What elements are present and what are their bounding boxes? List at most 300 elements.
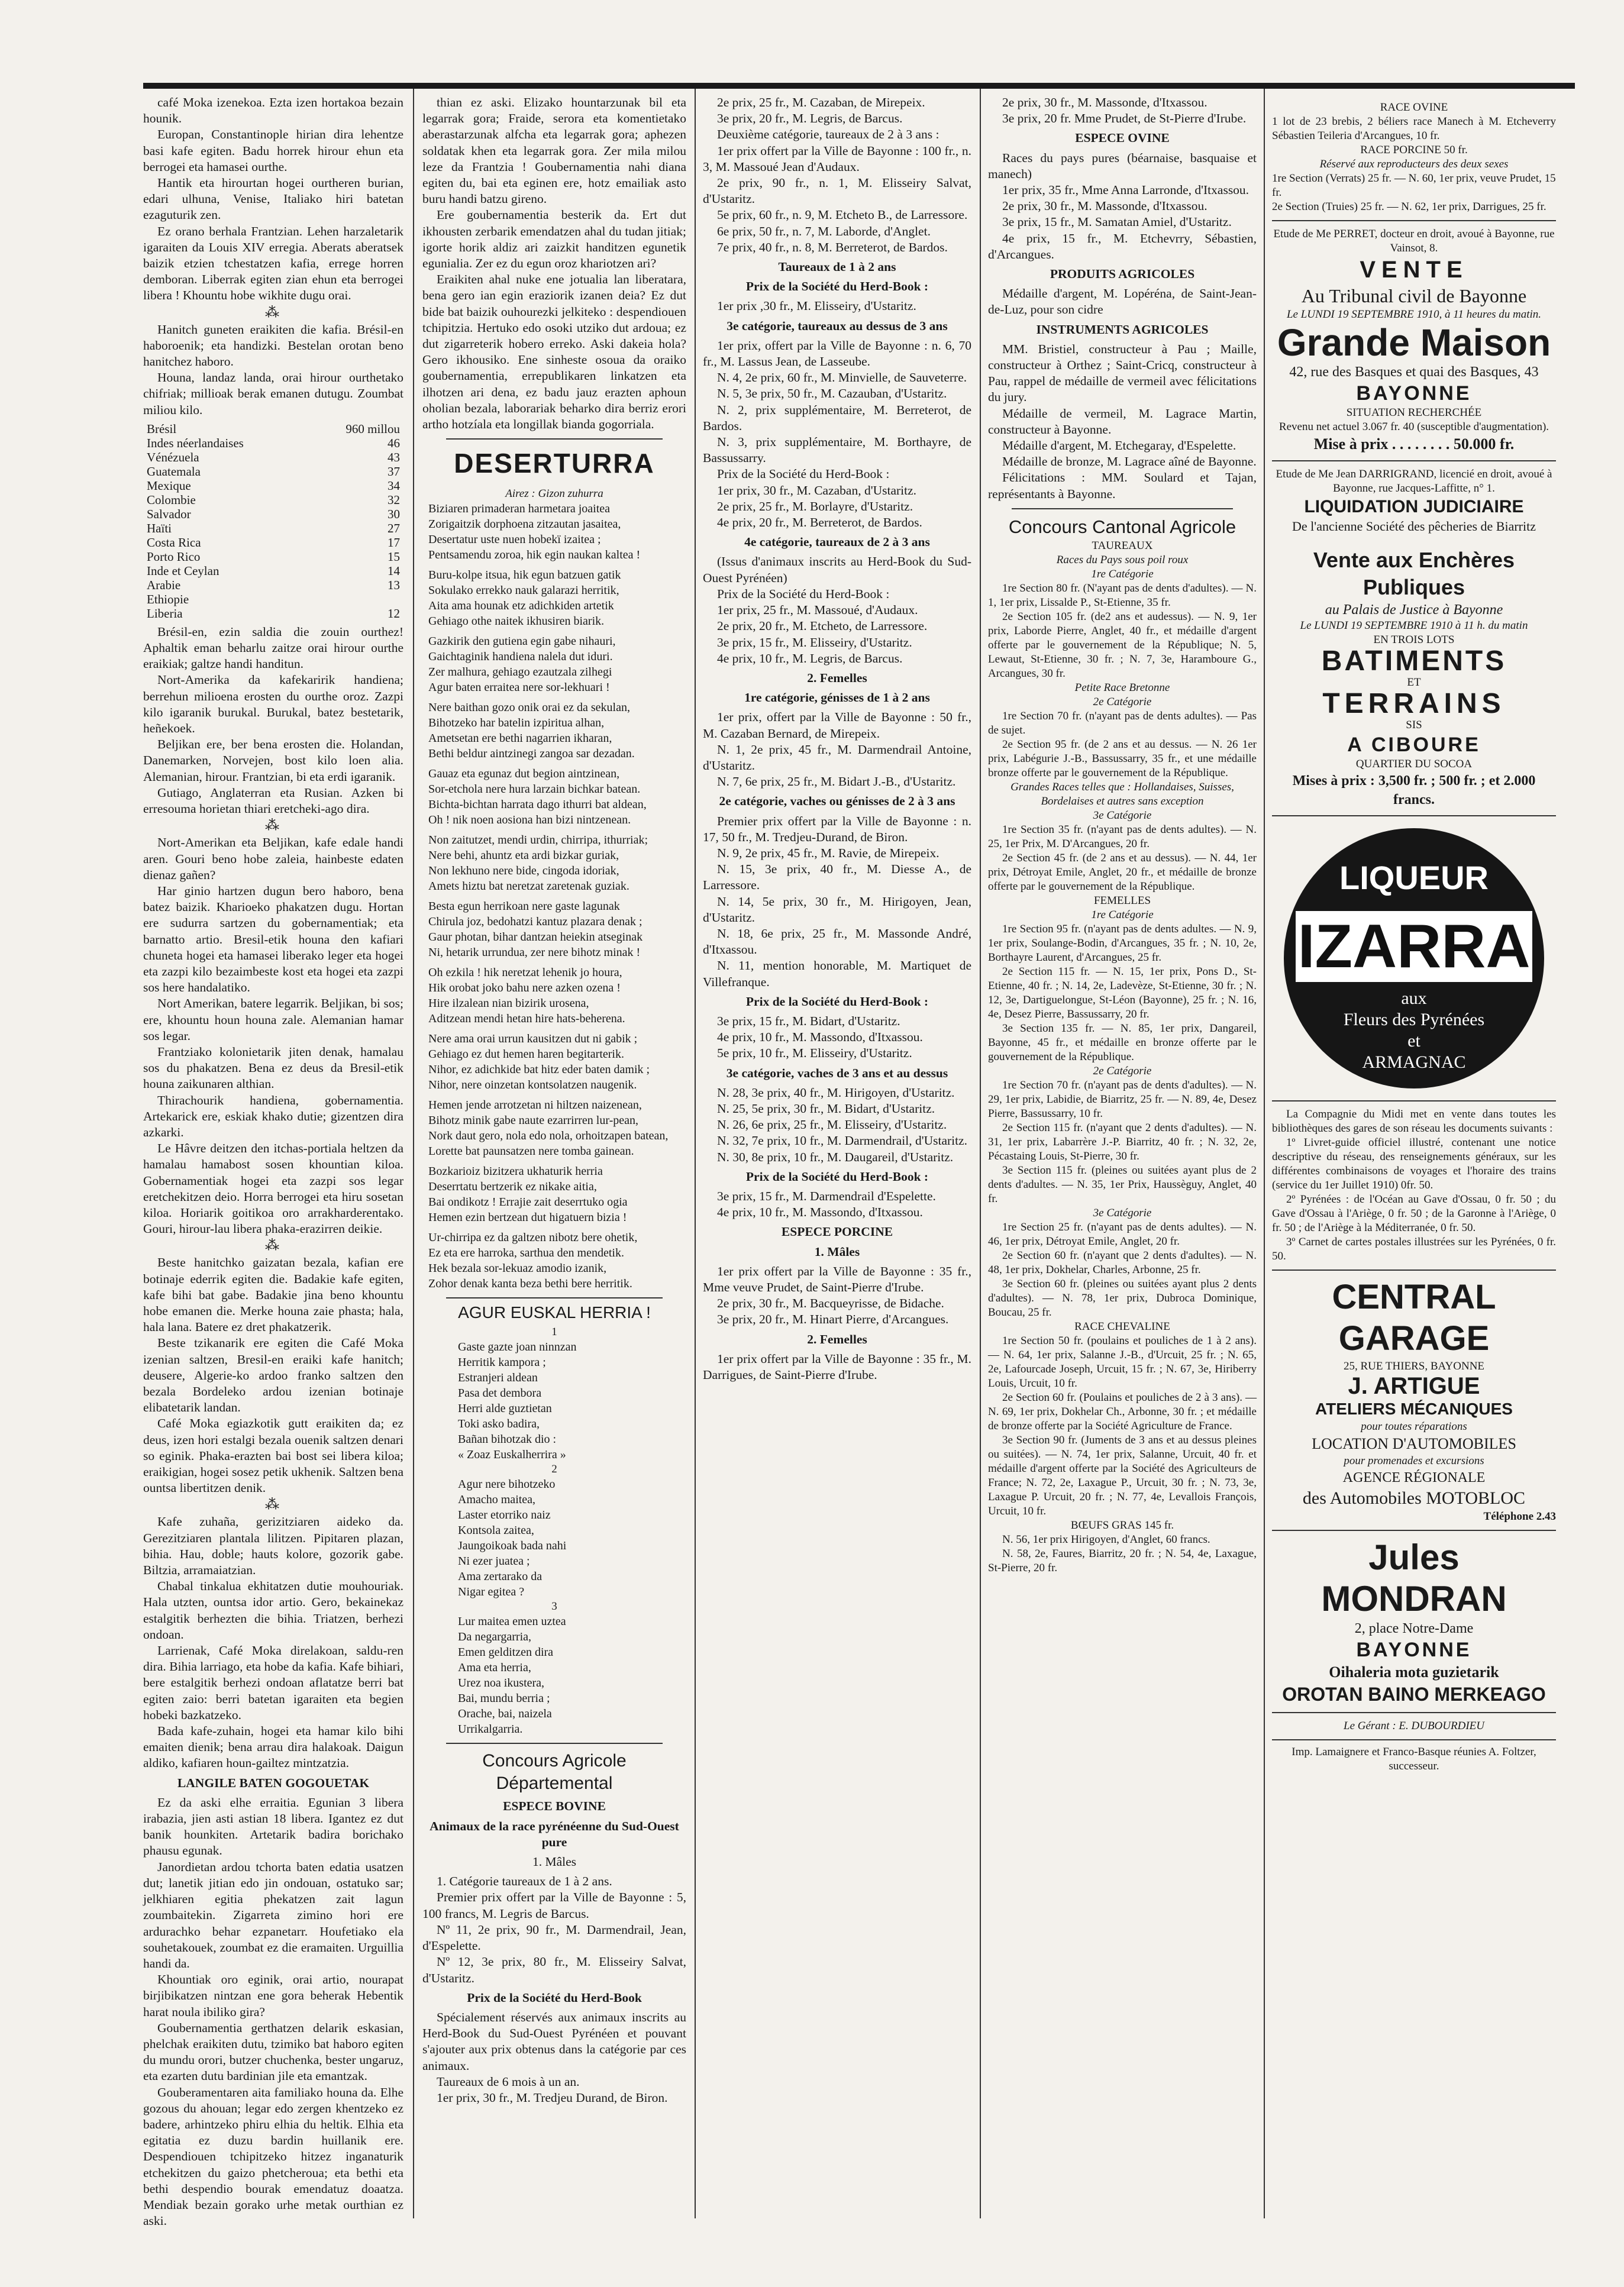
paragraph: Félicitations : MM. Soulard et Tajan, représentants à Bayonne. — [988, 470, 1257, 501]
paragraph: 3e prix, 15 fr., M. Elisseiry, d'Ustaritz. — [717, 635, 912, 650]
category-label: 2e Catégorie — [1093, 695, 1152, 708]
concours-title: Concours Agricole Départemental — [482, 1751, 627, 1794]
et-line: ET — [1407, 676, 1421, 689]
coffee-production-table — [143, 422, 403, 621]
race-ovine-notice — [1272, 95, 1556, 221]
paragraph: 1re Section 50 fr. (poulains et pouliches de 1 à 2 ans). — N. 64, 1er prix, Salanne J.-B., d'Urcuit, 25 fr. ; N. 65, 2e, Lafourcade Joseph, Urcuit, 15 fr. ; N. 67, 3e, Hiriberry Louis, Urcuit, 10 fr. — [988, 1334, 1257, 1390]
paragraph: 2e prix, 25 fr., M. Cazaban, de Mirepeix. — [717, 95, 925, 109]
paragraph: 3e Section 90 fr. (Juments de 3 ans et au dessus pleines ou suitées). — N. 74, 1er prix, Salanne, Urcuit, 40 fr. et médaille d'argent offerte par la Société des Agriculteurs de France; N. 72, 2e, Laxague P., Urcuit, 30 fr. ; N. 73, 3e, Laxague P. Urcuit, 20 fr. ; N. 77, 4e, Levallois François, Urcuit, 10 fr. — [988, 1433, 1257, 1517]
country-cell: Liberia — [147, 606, 183, 621]
section-heading: INSTRUMENTS AGRICOLES — [1036, 322, 1209, 337]
paragraph: 2e prix, 30 fr., M. Massonde, d'Itxassou. — [1002, 95, 1207, 109]
palais-line: au Palais de Justice à Bayonne — [1325, 602, 1503, 618]
paragraph: Ez orano berhala Frantzian. Lehen harzaletarik igaraiten da Louis XIV erregia. Aberats aberatsek baizik etzien tchestatzen kafia, errege horren demboran. Liberrak egiten zian ehun eta berrogei libera ! Khountu hobe wikhite dugu orai. — [143, 224, 403, 303]
gerant-line: Le Gérant : E. DUBOURDIEU — [1272, 1713, 1556, 1740]
pyrenees-item: 2º Pyrénées : de l'Océan au Gave d'Ossau, 0 fr. 50 ; du Gave d'Ossau à l'Ariège, 0 fr. 50 ; de la Garonne à l'Ariège, 0 fr. 50 ; de l'Ariège à la Méditerranée, 0 fr. 50. — [1272, 1193, 1556, 1234]
section-heading: Prix de la Société du Herd-Book : — [745, 994, 929, 1009]
column-divider — [1264, 89, 1265, 2218]
revenu-line: Revenu net actuel 3.067 fr. 40 (susceptible d'augmentation). — [1278, 421, 1549, 433]
coffee-article-part-5 — [143, 1255, 403, 1496]
mise-a-prix: Mise à prix . . . . . . . . 50.000 fr. — [1313, 435, 1515, 453]
paragraph: 1er prix, 30 fr., M. Tredjeu Durand, de Biron. — [437, 2090, 668, 2105]
paragraph: 1re Section 70 fr. (n'ayant pas de dents adultes). — Pas de sujet. — [988, 709, 1257, 737]
value-cell: 13 — [388, 577, 400, 592]
carnet-item: 3º Carnet de cartes postales illustrées sur les Pyrénées, 0 fr. 50. — [1272, 1236, 1556, 1262]
country-cell: Porto Rico — [147, 549, 201, 564]
paragraph: 1re Section 95 fr. (n'ayant pas de dents adultes. — N. 9, 1er prix, Soulange-Bodin, d'Arcangues, 35 fr. ; N. 10, 2e, Borthayre Laurent, d'Arcangues, 25 fr. — [988, 922, 1257, 964]
column-divider — [413, 89, 414, 2218]
results-list — [988, 1334, 1257, 1519]
etude-darrigrand: Etude de Me Jean DARRIGRAND, licencié en droit, avoué à Bayonne, rue Jacques-Laffitte, n° 1. — [1276, 468, 1552, 495]
garage-address: 25, RUE THIERS, BAYONNE — [1343, 1360, 1485, 1372]
agur-stanza-3: Lur maitea emen uztea Da negargarria, Emen gelditzen dira Ama eta herria, Urez noa ikustera, Bai, mundu berria ; Orache, bai, naizela Urrikalgarria. — [458, 1615, 566, 1736]
category-label: 1re Catégorie — [1091, 908, 1154, 921]
table-row — [143, 493, 403, 507]
address-line: 42, rue des Basques et quai des Basques, 43 — [1289, 364, 1539, 380]
date-line: Le LUNDI 19 SEPTEMBRE 1910, à 11 heures du matin. — [1286, 308, 1542, 321]
results-list — [988, 1078, 1257, 1206]
paragraph: 1er prix, 25 fr., M. Massoué, d'Audaux. — [717, 603, 918, 618]
deserturra-poem — [422, 501, 686, 1291]
paragraph: 3e prix, 20 fr., M. Hinart Pierre, d'Arcangues. — [717, 1312, 949, 1327]
paragraph: N. 56, 1er prix Hirigoyen, d'Anglet, 60 francs. — [1002, 1533, 1210, 1546]
section-heading: 3e catégorie, taureaux au dessus de 3 ans — [727, 318, 948, 333]
reparations-line: pour toutes réparations — [1361, 1420, 1467, 1433]
section-heading: 4e catégorie, taureaux de 2 à 3 ans — [744, 535, 930, 550]
section-divider-stars: ⁂ — [265, 818, 282, 834]
paragraph: Chabal tinkalua ekhitatzen dutie mouhouriak. Hala utzten, ountsa idor artio. Gero, bekainekaz estalgitik berhezten die bihia. Triatzen, berhezi ondoan. — [143, 1579, 403, 1642]
vente-title: VENTE — [1360, 257, 1468, 283]
value-cell: 15 — [388, 549, 400, 564]
results-list — [988, 823, 1257, 894]
encheres-title: Vente aux Enchères Publiques — [1313, 548, 1515, 599]
izarra-logo — [1284, 828, 1544, 1088]
porcine-note: Réservé aux reproducteurs des deux sexes — [1319, 158, 1509, 170]
value-cell — [307, 592, 403, 606]
paragraph: 3e Section 60 fr. (pleines ou suitées ayant plus 2 dents d'adultes). — N. 78, 1er prix, Dubroca Dominique, Boucau, 25 fr. — [988, 1277, 1257, 1319]
country-cell: Brésil — [147, 421, 177, 436]
results-list — [703, 1085, 971, 1165]
category-label: 1re Catégorie — [1091, 567, 1154, 580]
divider — [446, 438, 663, 440]
category-label: 3e Catégorie — [1093, 1206, 1152, 1219]
value-cell: 32 — [388, 492, 400, 507]
paragraph: N. 11, mention honorable, M. Martiquet de Villefranque. — [703, 958, 971, 989]
paragraph: N. 7, 6e prix, 25 fr., M. Bidart J.-B., d'Ustaritz. — [717, 774, 956, 789]
section-heading: 2e catégorie, vaches ou génisses de 2 à 3 ans — [719, 794, 955, 809]
males-heading: 1. Mâles — [532, 1855, 577, 1869]
paragraph: 3e prix, 20 fr. Mme Prudet, de St-Pierre d'Irube. — [1002, 111, 1247, 126]
central-garage-ad — [1272, 1271, 1556, 1531]
country-cell: Guatemala — [147, 464, 201, 479]
paragraph: Gutiago, Anglaterran eta Rusian. Azken bi erresouma horietan thiari eretcheki-ago dira. — [143, 785, 403, 816]
paragraph: 2e prix, 90 fr., n. 1, M. Elisseiry Salvat, d'Ustaritz. — [703, 176, 971, 206]
bovine-subheading: Animaux de la race pyrénéenne du Sud-Ouest pure — [430, 1818, 679, 1849]
results-list — [703, 1264, 971, 1328]
paragraph: 1er prix, 30 fr., M. Cazaban, d'Ustaritz. — [717, 483, 917, 498]
country-cell: Vénézuela — [147, 450, 199, 464]
section-heading: 2. Femelles — [807, 670, 867, 685]
central-garage-title: CENTRAL GARAGE — [1332, 1278, 1496, 1358]
paragraph: 1re Section 35 fr. (n'ayant pas de dents adultes). — N. 25, 1er Prix, M. D'Arcangues, 20 fr. — [988, 823, 1257, 850]
table-row — [143, 578, 403, 592]
column-5-ads — [1272, 95, 1556, 2210]
paragraph: Prix de la Société du Herd-Book : — [717, 586, 890, 601]
paragraph: Beljikan ere, ber bena erosten die. Holandan, Danemarken, Norvejen, bost kilo loen alia. Alemanian, hirour. Frantzian, bi eta erdi igaranik. — [143, 737, 403, 784]
compagnie-intro: La Compagnie du Midi met en vente dans toutes les bibliothèques des gares de son réseau les documents suivants : — [1272, 1108, 1556, 1135]
izarra-subtitle: aux Fleurs des Pyrénées et ARMAGNAC — [1343, 989, 1485, 1072]
city-line: BAYONNE — [1356, 382, 1472, 405]
paragraph: 2e prix, 30 fr., M. Bacqueyrisse, de Bidache. — [717, 1296, 944, 1311]
paragraph: 2e prix, 30 fr., M. Massonde, d'Itxassou. — [1002, 199, 1207, 214]
paragraph: Janordietan ardou tchorta baten edatia usatzen dut; lanetik jitian edo jin ondouan, ostatuko sar; jelkhiaren egitia phekatzen zait lagun zoumbaitekin. Zigarreta zimino hori ere ardurachko behar ezpanetarr. Houfetiako ela souhetakouek, zoumbat ez die eramaiten. Urguillia handi da. — [143, 1859, 403, 1971]
paragraph: 2e prix, 25 fr., M. Borlayre, d'Ustaritz. — [717, 499, 913, 513]
table-row — [143, 606, 403, 621]
results-list — [988, 582, 1257, 681]
poem-stanza: Gazkirik den gutiena egin gabe nihauri, Gaichtaginik handiena nalela dut iduri. Zer malhura, gehiago ezautzala zilhegi Agur baten erraitea nere sor-lekhuari ! — [428, 635, 616, 695]
paragraph: Nº 12, 3e prix, 80 fr., M. Elisseiry Salvat, d'Ustaritz. — [422, 1955, 686, 1985]
poem-stanza: Oh ezkila ! hik neretzat lehenik jo houra, Hik orobat joko bahu nere azken ozena ! Hire ilzalean nian bizirik urosena, Aditzean mendi hetan hire hats-beherena. — [428, 966, 625, 1026]
column-divider — [695, 89, 696, 2218]
paragraph: Races du pays pures (béarnaise, basquaise et manech) — [988, 150, 1257, 181]
motobloc-line: des Automobiles MOTOBLOC — [1302, 1488, 1526, 1508]
paragraph: N. 32, 7e prix, 10 fr., M. Darmendrail, d'Ustaritz. — [717, 1133, 968, 1148]
paragraph: Thirachourik handiena, gobernamentia. Artekarick ere, eskiak khako dutie; gizentzen dira azkarki. — [143, 1093, 403, 1139]
paragraph: Premier prix offert par la Ville de Bayonne : n. 17, 50 fr., M. Tredjeu-Durand, de Biron. — [703, 813, 971, 844]
poem-stanza: Nere ama orai urrun kausitzen dut ni gabik ; Gehiago ez dut hemen haren begitarterik. Nihor, ez adichkide bat hitz eder baten damik ; Nihor, nere oinzetan kontsolatzen naugenik. — [428, 1032, 650, 1092]
section-divider-stars: ⁂ — [265, 305, 282, 321]
results-list — [703, 1351, 971, 1383]
paragraph: 1er prix offert par la Ville de Bayonne : 35 fr., M. Darrigues, de Saint-Pierre d'Irube. — [703, 1351, 971, 1382]
paragraph: Nº 11, 2e prix, 90 fr., M. Darmendrail, Jean, d'Espelette. — [422, 1922, 686, 1953]
chevaline-heading: RACE CHEVALINE — [1074, 1320, 1170, 1333]
results-list — [988, 150, 1257, 263]
liqueur-word: LIQUEUR — [1339, 859, 1489, 896]
poem-stanza: Hemen jende arrotzetan ni hiltzen naizenean, Bihotz minik gabe naute ezarrirren lur-pean, Nork daut gero, nola edo nola, orhoitzapen batean, Lorette bat paunsatzen nere tomba gainean. — [428, 1099, 669, 1158]
results-list — [988, 341, 1257, 502]
paragraph: Hanitch guneten eraikiten die kafia. Brésil-en haboroenik; eta handizki. Bestelan orotan beno hanitchez haboro. — [143, 322, 403, 369]
table-row — [143, 479, 403, 493]
paragraph: 3e prix, 15 fr., M. Samatan Amiel, d'Ustaritz. — [1002, 215, 1232, 230]
compagnie-midi-notice — [1272, 1101, 1556, 1271]
country-cell: Salvador — [147, 506, 191, 521]
concours-results — [422, 1873, 686, 1986]
livret-item: 1º Livret-guide officiel illustré, contenant une notice descriptive du réseau, des renseignements généraux, sur les différentes combinaisons de voyages et l'horaire des trains (service du 1er Juillet 1910) 0fr. 50. — [1272, 1136, 1556, 1191]
poem-stanza: Non zaitutzet, mendi urdin, chirripa, ithurriak; Nere behi, ahuntz eta ardi bizkar guriak, Non lekhuno nere bide, cingoda idoriak, Amets hiztu bat neretzat zaretenak guziak. — [428, 834, 648, 893]
paragraph: Spécialement réservés aux animaux inscrits au Herd-Book du Sud-Ouest Pyrénéen et pouvant s'ajouter aux prix obtenus dans la catégorie par ces animaux. — [422, 2010, 686, 2073]
paragraph: Ere goubernamentia besterik da. Ert dut ikhousten zerbarik emendatzen ahal du tudan jitiak; igorte horik aldiz ari zaizkit handitzen egunetik egunialia. Zer ez du egun oroz khariotzen ari? — [422, 208, 686, 271]
societe-line: De l'ancienne Société des pêcheries de Biarritz — [1292, 519, 1536, 534]
value-cell: 43 — [388, 450, 400, 464]
coffee-article-part-2 — [143, 322, 403, 418]
deserturra-air: Airez : Gizon zuhurra — [505, 487, 603, 500]
column-1 — [143, 95, 403, 2228]
paragraph: N. 18, 6e prix, 25 fr., M. Massonde André, d'Itxassou. — [703, 926, 971, 957]
results-list — [703, 95, 971, 256]
poem-stanza: Buru-kolpe itsua, hik egun batzuen gatik Sokulako errekko nauk galarazi herritik, Aita ama hounak etz adichkiden artetik Gehiago othe naitek ikhusiren biarik. — [428, 568, 621, 628]
paragraph: Larrienak, Café Moka direlakoan, saldu-ren dira. Bihia larriago, eta hobe da kafia. Kafe bihiari, bere estalgitik berhezi ondoan aflatatze berri bat egiten zaio: berri batetan igaraiten eta begien hobeki bazkatzeko. — [143, 1643, 403, 1722]
table-row — [143, 592, 403, 606]
paragraph: 3e Section 135 fr. — N. 85, 1er prix, Dangareil, Bayonne, 45 fr., et médaille en bronze offerte par le gouvernement de la République. — [988, 1022, 1257, 1063]
agur-stanza-number: 2 — [551, 1463, 557, 1476]
situation-line: SITUATION RECHERCHÉE — [1346, 406, 1482, 419]
grandes-races-label: Grandes Races telles que : Hollandaises, Suisses, Bordelaises et autres sans exception — [1010, 780, 1234, 807]
country-cell: Costa Rica — [147, 535, 201, 550]
etude-perret: Etude de Me PERRET, docteur en droit, avoué à Bayonne, rue Vainsot, 8. — [1273, 228, 1555, 254]
herdbook-results — [422, 2010, 686, 2106]
section-heading: 2. Femelles — [807, 1332, 867, 1346]
paragraph: Eraikiten ahal nuke ene jotualia lan liberatara, bena gero ian egin eraziorik izanen deia? Ez dut bide bat baizik ouhourezki jelkiteko : despendiouen tchipitzia. Hertuko edo osoki utziko dut ardoua; ez dut zigarreterik hobero erreko. Aski dakeia hola? Gero ikhousiko. Ene sinheste osoua da oraiko goubernamentia, errepublikaren linkatzen eta ilhotzen ari dena, ez badu jauz erazten aphoun oholian bezala, laborariak beharko dira berriz erori artho hotzíala eta longillak bianda gogorriala. — [422, 272, 686, 432]
country-cell: Mexique — [147, 478, 191, 493]
porcine-title: RACE PORCINE 50 fr. — [1360, 144, 1468, 156]
paragraph: Prix de la Société du Herd-Book : — [717, 467, 890, 482]
paragraph: N. 26, 6e prix, 25 fr., M. Elisseiry, d'Ustaritz. — [717, 1117, 947, 1132]
paragraph: Khountiak oro eginik, orai artio, nourapat birjibikatzen nintzan ene gora beherak Hebentik harat noula ibiliko gira? — [143, 1972, 403, 2019]
paragraph: 3e Section 115 fr. (pleines ou suitées ayant plus de 2 dents d'adultes. — N. 35, 1er Prix, Haussèguy, Anglet, 40 fr. — [988, 1164, 1257, 1205]
paragraph: N. 9, 2e prix, 45 fr., M. Ravie, de Mirepeix. — [717, 845, 939, 860]
paragraph: thian ez aski. Elizako hountarzunak bil eta legarrak gora; Fraide, serora eta komentietako aberastarzunak alfcha eta legarrak gora; aphezen soldatak khen eta legarrak gora. Zer mila milou leze da Frantzia ! Goubernamentia nahi diana egiten du, bai eta eginen ere, hotz emailiak asto buru handi batzu gireno. — [422, 95, 686, 206]
tribunal-line: Au Tribunal civil de Bayonne — [1301, 285, 1527, 306]
table-row — [143, 450, 403, 464]
paragraph: 1re Section 70 fr. (n'ayant pas de dents d'adultes). — N. 29, 1er prix, Labidie, de Biarritz, 25 fr. — N. 89, 4e, Desez Pierre, Bassussarry, 10 fr. — [988, 1078, 1257, 1120]
country-cell: Colombie — [147, 492, 196, 507]
paragraph: N. 28, 3e prix, 40 fr., M. Hirigoyen, d'Ustaritz. — [717, 1085, 955, 1100]
section-heading: Prix de la Société du Herd-Book : — [745, 279, 929, 294]
section-heading: PRODUITS AGRICOLES — [1050, 267, 1195, 282]
paragraph: Deuxième catégorie, taureaux de 2 à 3 ans : — [717, 127, 939, 142]
divider — [446, 1743, 663, 1744]
paragraph: 1er prix ,30 fr., M. Elisseiry, d'Ustaritz. — [717, 299, 916, 314]
bayonne-line: BAYONNE — [1356, 1639, 1472, 1661]
value-cell: 37 — [388, 464, 400, 479]
paragraph: Frantziako kolonietarik jiten denak, hamalau sos du phakatzen. Bena ez deus da Bresil-etik houna zaikunaren althian. — [143, 1044, 403, 1091]
paragraph: 4e prix, 20 fr., M. Berreterot, de Bardos. — [717, 515, 922, 530]
paragraph: 2e Section 60 fr. (n'ayant que 2 dents d'adultes). — N. 48, 1er prix, Dokhelar, Charles, Arbonne, 25 fr. — [988, 1249, 1257, 1276]
mondran-ad — [1272, 1531, 1556, 1713]
table-row — [143, 436, 403, 450]
paragraph: 1er prix, offert par la Ville de Bayonne : 50 fr., M. Cazaban Bernard, de Mirepeix. — [703, 710, 971, 741]
results-list — [988, 1533, 1257, 1575]
lots-line: EN TROIS LOTS — [1373, 634, 1455, 646]
paragraph: Goubernamentia gerthatzen delarik eskasian, phelchak eraikiten dutu, tzimiko bat haboro egiten du mundu orori, butzer chuchenka, bester ungaruz, eta ezarten dutu bardinian jile eta emantzak. — [143, 2020, 403, 2084]
liquidation-ad — [1272, 461, 1556, 816]
paragraph: 1. Catégorie taureaux de 1 à 2 ans. — [437, 1874, 612, 1889]
section-heading: Taureaux de 1 à 2 ans — [778, 260, 896, 274]
category-label: 2e Catégorie — [1093, 1064, 1152, 1077]
poem-stanza: Nere baithan gozo onik orai ez da sekulan, Bihotzeko har batelin izpiritua alhan, Ametsetan ere bethi nagarrien ikharan, Bethi beldur aintzinegi zangoa sar dezadan. — [428, 701, 635, 761]
paragraph: N. 3, prix supplémentaire, M. Borthayre, de Bassussarry. — [703, 435, 971, 466]
paragraph: N. 58, 2e, Faures, Biarritz, 20 fr. ; N. 54, 4e, Laxague, St-Pierre, 20 fr. — [988, 1547, 1257, 1574]
agur-stanza-2: Agur nere bihotzeko Amacho maitea, Laster etorriko naiz Kontsola zaitea, Jaungoikoak bada nahi Ni ezer juatea ; Ama zertarako da Nigar egitea ? — [458, 1478, 567, 1599]
poem-stanza: Besta egun herrikoan nere gaste lagunak Chirula joz, bedohatzi kantuz plazara denak ; Gaur photan, bihar dantzan heiekin atseginak Ni, hetarik urrundua, zer nere bihotz minak ! — [428, 900, 643, 960]
paragraph: Le Hâvre deitzen den itchas-portiala heltzen da hamalau hamabost sosen khountian kiloa. Gobernamentiak hogei eta zazpi sos legar eretchekitzen deio. Horra berrogei eta hiru sosetan kiloa. Horiarik goitikoa oro arrakharderentako. Gouri, hirour-lau libera phaka-erazirren deikie. — [143, 1141, 403, 1236]
paragraph: 4e prix, 10 fr., M. Massondo, d'Itxassou. — [717, 1030, 923, 1045]
paragraph: 4e prix, 10 fr., M. Legris, de Barcus. — [717, 651, 903, 666]
ateliers-line: ATELIERS MÉCANIQUES — [1315, 1400, 1513, 1418]
paragraph: café Moka izenekoa. Ezta izen hortakoa bezain hounik. — [143, 95, 403, 126]
poem-stanza: Gauaz eta egunaz dut begion aintzinean, Sor-etchola nere hura larzain bichkar batean. Bichta-bichtan harrata dago ithurri bat aldean, Oh ! nik noen aosiona han bizi nintzenean. — [428, 767, 647, 827]
paragraph: Nort-Amerikan eta Beljikan, kafe edale handi aren. Gouri beno hobe zaleia, hainbeste edaten dienaz gañen? — [143, 835, 403, 882]
paragraph: N. 2, prix supplémentaire, M. Berreterot, de Bardos. — [703, 402, 971, 433]
table-row — [143, 550, 403, 564]
section-heading: 1. Mâles — [814, 1244, 860, 1259]
paragraph: 1er prix offert par la Ville de Bayonne : 100 fr., n. 3, M. Massoué Jean d'Audaux. — [703, 143, 971, 174]
results-list — [988, 1220, 1257, 1320]
paragraph: 1re Section 25 fr. (n'ayant pas de dents adultes). — N. 46, 1er prix, Détroyat Emile, Anglet, 20 fr. — [988, 1220, 1257, 1248]
paragraph: Bada kafe-zuhain, hogei eta hamar kilo bihi emaiten dienik; bena arrau dira halakoak. Daigun aldiko, kafiaren houn-gailtez mintzatzia. — [143, 1724, 403, 1771]
country-cell: Arabie — [147, 577, 181, 592]
langile-heading: LANGILE BATEN GOGOUETAK — [177, 1775, 370, 1790]
paragraph: 1er prix, offert par la Ville de Bayonne : n. 6, 70 fr., M. Lassus Jean, de Lasseube. — [703, 338, 971, 369]
results-list — [703, 1188, 971, 1220]
table-row — [143, 535, 403, 550]
paragraph: Médaille d'argent, M. Lopéréna, de Saint-Jean-de-Luz, pour son cidre — [988, 286, 1257, 317]
date-line: Le LUNDI 19 SEPTEMBRE 1910 à 11 h. du matin — [1300, 619, 1528, 632]
poem-stanza: Bozkarioiz bizitzera ukhaturik herria Deserrtatu bertzerik ez nikake aitia, Bai ondikotz ! Errajie zait deserrtuko ogia Hemen ezin bertzean dut higatuern bizia ! — [428, 1165, 628, 1225]
grande-maison-ad — [1272, 221, 1556, 461]
country-cell: Haïti — [147, 521, 172, 535]
paragraph: 1er prix offert par la Ville de Bayonne : 35 fr., Mme veuve Prudet, de Saint-Pierre d'Irube. — [703, 1264, 971, 1295]
section-heading: ESPECE OVINE — [1075, 131, 1170, 146]
value-cell: 46 — [388, 435, 400, 450]
agur-title: AGUR EUSKAL HERRIA ! — [458, 1303, 651, 1322]
value-cell: 14 — [388, 563, 400, 578]
section-heading: 3e catégorie, vaches de 3 ans et au dessus — [726, 1065, 948, 1080]
telephone-line: Téléphone 2.43 — [1483, 1510, 1556, 1523]
article-continuation — [422, 95, 686, 432]
paragraph: Europan, Constantinople hirian dira lehentze basi kafe egiten. Badu horrek hirour ehun eta berrogei eta hamasei ourthe. — [143, 127, 403, 174]
ovine-title: RACE OVINE — [1380, 101, 1448, 114]
paragraph: 1re Section 80 fr. (N'ayant pas de dents d'adultes). — N. 1, 1er prix, Lissalde P., St-Etienne, 35 fr. — [988, 582, 1257, 609]
results-list — [988, 922, 1257, 1064]
results-list — [988, 95, 1257, 127]
section-divider-stars: ⁂ — [265, 1497, 282, 1513]
batiments-title: BATIMENTS — [1321, 645, 1507, 677]
paragraph: 6e prix, 50 fr., n. 7, M. Laborde, d'Anglet. — [717, 224, 931, 238]
poem-stanza: Ur-chirripa ez da galtzen nibotz bere ohetik, Ez eta ere harroka, sarthua den mendetik. Hek bezala sor-lekuaz amodio izanik, Zohor denak kanta beza bethi bere herritik. — [428, 1231, 638, 1291]
herdbook-heading: Prix de la Société du Herd-Book — [467, 1990, 642, 2005]
bovine-heading: ESPECE BOVINE — [503, 1799, 606, 1814]
paragraph: N. 5, 3e prix, 50 fr., M. Cazauban, d'Ustaritz. — [717, 386, 947, 401]
quartier-line: QUARTIER DU SOCOA — [1355, 758, 1473, 770]
mises-line: Mises à prix : 3,500 fr. ; 500 fr. ; et 2.000 francs. — [1292, 773, 1536, 807]
paragraph: (Issus d'animaux inscrits au Herd-Book du Sud-Ouest Pyrénéen) — [703, 554, 971, 585]
canton-title: Concours Cantonal Agricole — [1008, 516, 1236, 537]
paragraph: Nort Amerikan, batere legarrik. Beljikan, bi sos; ere, khountu houn houna zale. Alemanian hamar sos legar. — [143, 996, 403, 1043]
paragraph: 2e Section 45 fr. (de 2 ans et au dessus). — N. 44, 1er prix, Détroyat Emile, Anglet, 20 fr., et médaille de bronze offerte par le gouvernement de la République. — [988, 851, 1257, 893]
results-list — [703, 813, 971, 990]
paragraph: 7e prix, 40 fr., n. 8, M. Berreterot, de Bardos. — [717, 240, 948, 254]
paragraph: Har ginio hartzen dugun bero haboro, bena batez baizik. Kharioeko phakatzen dugu. Hortan ere sudurra sartzen du gobernamentiak; eta barnatto artio. Bresil-etik houna den kafiari chuneta hogei eta hamasei liberako leger eta hogei eta zazpi kilo bezaimbeste kost eta hogei eta zazpi sos here handalatiko. — [143, 883, 403, 995]
paragraph: Houna, landaz landa, orai hirour ourthetako chifriak; millioak berak emanen dutugu. Zoumbat miliou kilo. — [143, 370, 403, 417]
country-cell: Indes néerlandaises — [147, 435, 244, 450]
grande-maison-title: Grande Maison — [1277, 321, 1551, 364]
value-cell: 30 — [388, 506, 400, 521]
table-row — [143, 464, 403, 479]
ovine-text: 1 lot de 23 brebis, 2 béliers race Manech à M. Etcheverry Sébastien Teileria d'Arcangues, 10 fr. — [1272, 115, 1556, 142]
izarra-word: IZARRA — [1296, 911, 1532, 982]
place-line: 2, place Notre-Dame — [1354, 1621, 1474, 1636]
column-divider — [980, 89, 981, 2218]
table-row — [143, 564, 403, 578]
agur-stanza-number: 3 — [551, 1600, 557, 1613]
section-divider-stars: ⁂ — [265, 1238, 282, 1254]
oihaleria-line: Oihaleria mota guzietarik — [1329, 1663, 1499, 1681]
results-list — [988, 286, 1257, 318]
imprimerie-line: Imp. Lamaignere et Franco-Basque réunies A. Foltzer, successeur. — [1292, 1746, 1536, 1772]
column-4 — [988, 95, 1257, 2210]
agur-stanza-1: Gaste gazte joan ninnzan Herritik kampora ; Estranjeri aldean Pasa det dembora Herri alde guztietan Toki asko badira, Bañan bihotzak dio : « Zoaz Euskalherrira » — [458, 1340, 577, 1462]
paragraph: Premier prix offert par la Ville de Bayonne : 5, 100 francs, M. Legris de Barcus. — [422, 1890, 686, 1921]
paragraph: 2e Section 105 fr. (de2 ans et audessus). — N. 9, 1er prix, Laborde Pierre, Anglet, 40 fr., et médaille d'argent offerte par le gouvernement de la République; N. 5, Lewaut, St-Etienne, 30 fr. ; N. 7, 3e, Haramboure G., Arcangues, 30 fr. — [988, 610, 1257, 680]
promenades-line: pour promenades et excursions — [1344, 1455, 1484, 1467]
section-heading: ESPECE PORCINE — [781, 1225, 893, 1239]
agur-stanza-number: 1 — [551, 1326, 557, 1339]
paragraph: N. 14, 5e prix, 30 fr., M. Hirigoyen, Jean, d'Ustaritz. — [703, 894, 971, 925]
taureaux-heading: TAUREAUX — [1092, 539, 1153, 552]
paragraph: N. 25, 5e prix, 30 fr., M. Bidart, d'Ustaritz. — [717, 1101, 935, 1116]
paragraph: 2e Section 60 fr. (Poulains et pouliches de 2 à 3 ans). — N. 69, 1er prix, Dokhelar Ch., Arbonne, 30 fr. ; et médaille de bronze offerte par la Société Agriculture de France. — [988, 1391, 1257, 1432]
paragraph: N. 30, 8e prix, 10 fr., M. Daugareil, d'Ustaritz. — [717, 1149, 954, 1164]
paragraph: Taureaux de 6 mois à un an. — [437, 2074, 580, 2089]
paragraph: N. 4, 2e prix, 60 fr., M. Minvielle, de Sauveterre. — [717, 370, 967, 385]
paragraph: 2e Section 95 fr. (de 2 ans et au dessus. — N. 26 1er prix, Labégurie J.-B., Bassussarry, 35 fr., et une médaille bronze offerte par le gouvernement de la République. — [988, 738, 1257, 779]
paragraph: 2e prix, 20 fr., M. Etcheto, de Larressore. — [717, 619, 928, 634]
category-label: 3e Catégorie — [1093, 809, 1152, 822]
table-row — [143, 422, 403, 436]
agence-line: AGENCE RÉGIONALE — [1342, 1470, 1486, 1485]
value-cell: 34 — [388, 478, 400, 493]
poem-stanza: Biziaren primaderan harmetara joaitea Zorigaitzik dorphoena zitzautan jasaitea, Desertatur uste nuen hobekï izaitea ; Pentsamendu zoroa, hik egin naukan kaltea ! — [428, 502, 641, 562]
paragraph: Brésil-en, ezin saldia die zouin ourthez! Aphaltik eman beharlu zaitze orai hirour ourthe eraikiak; galtze handi handitun. — [143, 624, 403, 671]
location-line: LOCATION D'AUTOMOBILES — [1312, 1435, 1516, 1452]
section-heading: Prix de la Société du Herd-Book : — [745, 1169, 929, 1184]
paragraph: 3e prix, 15 fr., M. Darmendrail d'Espelette. — [717, 1189, 936, 1203]
paragraph: Hantik eta hirourtan hogei ourtheren burian, edari ulhuna, Venise, Italiako hiri batetan ezaguturik zen. — [143, 176, 403, 222]
paragraph: Nort-Amerika da kafekaririk handiena; berrehun milioena erosten du ourthe oroz. Zazpi kilo igaranik burukal. Burukal, batez bestetarik, heñekoek. — [143, 673, 403, 736]
paragraph: 3e prix, 15 fr., M. Bidart, d'Ustaritz. — [717, 1013, 900, 1028]
izarra-ad — [1272, 816, 1556, 1101]
ciboure-line: A CIBOURE — [1347, 734, 1481, 756]
paragraph: 2e Section 115 fr. — N. 15, 1er prix, Pons D., St-Etienne, 40 fr. ; N. 14, 2e, Ladevèze, St-Etienne, 30 fr. ; N. 12, 3e, Dartiguelongue, St-Léon (Bayonne), 25 fr. ; N. 16, 4e, Desez Pierre, Bassussarry, 20 fr. — [988, 965, 1257, 1020]
value-cell: 960 millou — [346, 421, 400, 436]
results-list — [703, 554, 971, 666]
paragraph: 1er prix, 35 fr., Mme Anna Larronde, d'Itxassou. — [1002, 183, 1250, 198]
coffee-article-part-1 — [143, 95, 403, 304]
results-list — [703, 338, 971, 531]
paragraph: Médaille de vermeil, M. Lagrace Martin, constructeur à Bayonne. — [988, 406, 1257, 437]
column-3 — [703, 95, 971, 2210]
value-cell: 17 — [388, 535, 400, 550]
bretonne-label: Petite Race Bretonne — [1074, 681, 1170, 694]
paragraph: Café Moka egiazkotik gutt eraikiten da; ez deus, izen hori estalgi bezala ouenik saltzen denari so eginik. Phaka-erazten bai bost sei libera kiloa; eraikigian, hogei sosez petik ukhenik. Saltzen bena ountsa libertitzen denik. — [143, 1416, 403, 1495]
coffee-article-part-3 — [143, 624, 403, 817]
paragraph: N. 15, 3e prix, 40 fr., M. Diesse A., de Larressore. — [703, 862, 971, 893]
paragraph: 5e prix, 10 fr., M. Elisseiry, d'Ustaritz. — [717, 1046, 912, 1061]
sis-line: SIS — [1406, 719, 1422, 731]
artigue-name: J. ARTIGUE — [1348, 1373, 1480, 1399]
liquidation-title: LIQUIDATION JUDICIAIRE — [1304, 497, 1524, 516]
langile-article — [143, 1795, 403, 2229]
paragraph: Ez da aski elhe erraitia. Egunian 3 libera irabazia, jien asti astian 18 libera. Igantez ez dut banik hounkiten. Artetarik badira borichako phausu egunak. — [143, 1795, 403, 1858]
paragraph: Beste tzikanarik ere egiten die Café Moka izenian saltzen, Bresil-en eraiki kafe hanitch; deusere, Algerie-ko ardoo franko saltzen den bezala Bordeleko ardou izenian botinaje elibatetarik landan. — [143, 1336, 403, 1415]
results-list — [988, 709, 1257, 780]
races-note: Races du Pays sous poil roux — [1056, 553, 1189, 566]
paragraph: MM. Bristiel, constructeur à Pau ; Maille, constructeur à Orthez ; Saint-Cricq, constructeur à Pau, rappel de médaille de vermeil avec félicitations du jury. — [988, 341, 1257, 405]
boeufs-heading: BŒUFS GRAS 145 fr. — [1070, 1519, 1174, 1532]
table-row — [143, 507, 403, 521]
value-cell: 12 — [388, 606, 400, 621]
